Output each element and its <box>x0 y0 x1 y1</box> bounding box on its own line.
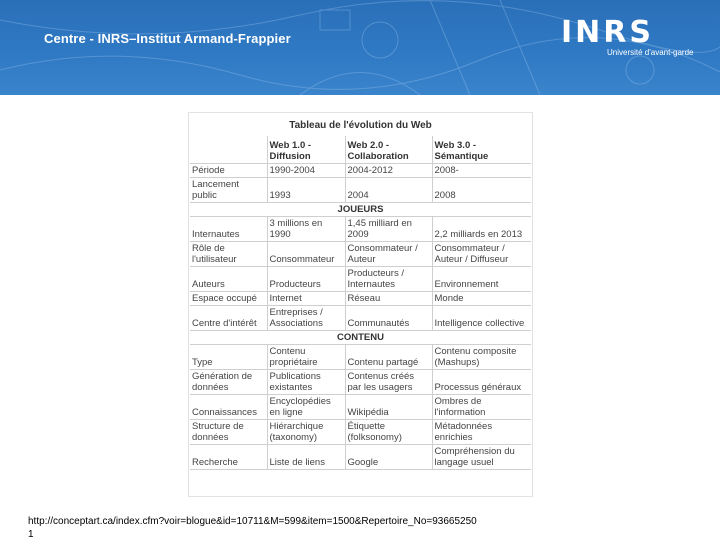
inrs-logo <box>561 15 694 57</box>
header-cell: Web 1.0 - Diffusion <box>267 136 345 164</box>
row-label-cell: Connaissances <box>190 395 267 420</box>
table-section-row <box>190 331 531 345</box>
table-row <box>190 370 531 395</box>
table-cell: Wikipédia <box>345 395 432 420</box>
table-cell: Compréhension du langage usuel <box>432 445 531 470</box>
table-row <box>190 267 531 292</box>
table-cell: Contenu partagé <box>345 345 432 370</box>
table-header-row <box>190 136 531 164</box>
logo-tagline: Université d'avant-garde <box>607 48 694 57</box>
table-cell: Contenu composite (Mashups) <box>432 345 531 370</box>
table-row <box>190 164 531 178</box>
row-label-cell: Auteurs <box>190 267 267 292</box>
header-cell: Web 3.0 - Sémantique <box>432 136 531 164</box>
table-cell: Liste de liens <box>267 445 345 470</box>
table-cell: 2008- <box>432 164 531 178</box>
table-cell: 3 millions en 1990 <box>267 217 345 242</box>
row-label-cell: Internautes <box>190 217 267 242</box>
table-cell: 1990-2004 <box>267 164 345 178</box>
row-label-cell: Espace occupé <box>190 292 267 306</box>
row-label-cell: Période <box>190 164 267 178</box>
web-evolution-table-image <box>189 113 532 496</box>
table-cell: Communautés <box>345 306 432 331</box>
table-row <box>190 217 531 242</box>
table-cell: Internet <box>267 292 345 306</box>
table-cell: 1993 <box>267 178 345 203</box>
table-title: Tableau de l'évolution du Web <box>289 120 432 131</box>
table-cell: Consommateur <box>267 242 345 267</box>
row-label-cell: Centre d'intérêt <box>190 306 267 331</box>
table-body <box>190 164 531 470</box>
table-cell: 2008 <box>432 178 531 203</box>
table-cell: Contenu propriétaire <box>267 345 345 370</box>
table-row <box>190 395 531 420</box>
table-cell: Métadonnées enrichies <box>432 420 531 445</box>
logo-text: INRS <box>561 15 654 50</box>
table-row <box>190 292 531 306</box>
header-banner <box>0 0 720 95</box>
row-label-cell: Structure de données <box>190 420 267 445</box>
source-url[interactable]: http://conceptart.ca/index.cfm?voir=blogue&id=10711&M=599&item=1500&Repertoire_No=93665250 <box>28 516 477 527</box>
table-cell: Entreprises / Associations <box>267 306 345 331</box>
table-cell: Intelligence collective <box>432 306 531 331</box>
table-cell: Environnement <box>432 267 531 292</box>
row-label-cell: Rôle de l'utilisateur <box>190 242 267 267</box>
row-label-cell: Génération de données <box>190 370 267 395</box>
table-cell: Google <box>345 445 432 470</box>
table-row <box>190 242 531 267</box>
table-cell: Producteurs / Internautes <box>345 267 432 292</box>
table-cell: Consommateur / Auteur / Diffuseur <box>432 242 531 267</box>
page-number: 1 <box>28 529 34 540</box>
table-cell: Encyclopédies en ligne <box>267 395 345 420</box>
table-section-row <box>190 203 531 217</box>
header-cell <box>190 136 267 164</box>
table-cell: 2004 <box>345 178 432 203</box>
row-label-cell: Recherche <box>190 445 267 470</box>
banner-title: Centre - INRS–Institut Armand-Frappier <box>44 31 291 46</box>
table-cell: Publications existantes <box>267 370 345 395</box>
table-cell: 2,2 milliards en 2013 <box>432 217 531 242</box>
header-cell: Web 2.0 - Collaboration <box>345 136 432 164</box>
table-cell: 2004-2012 <box>345 164 432 178</box>
table-cell: Étiquette (folksonomy) <box>345 420 432 445</box>
table-cell: Hiérarchique (taxonomy) <box>267 420 345 445</box>
table-cell: Ombres de l'information <box>432 395 531 420</box>
row-label-cell: Type <box>190 345 267 370</box>
table-cell: 1,45 milliard en 2009 <box>345 217 432 242</box>
table-row <box>190 345 531 370</box>
table-cell: Producteurs <box>267 267 345 292</box>
web-evolution-table <box>190 136 531 470</box>
table-row <box>190 445 531 470</box>
section-label: JOUEURS <box>190 203 531 217</box>
table-row <box>190 306 531 331</box>
table-cell: Contenus créés par les usagers <box>345 370 432 395</box>
table-row <box>190 420 531 445</box>
table-cell: Processus généraux <box>432 370 531 395</box>
table-cell: Consommateur / Auteur <box>345 242 432 267</box>
table-cell: Réseau <box>345 292 432 306</box>
section-label: CONTENU <box>190 331 531 345</box>
table-cell: Monde <box>432 292 531 306</box>
row-label-cell: Lancement public <box>190 178 267 203</box>
table-row <box>190 178 531 203</box>
